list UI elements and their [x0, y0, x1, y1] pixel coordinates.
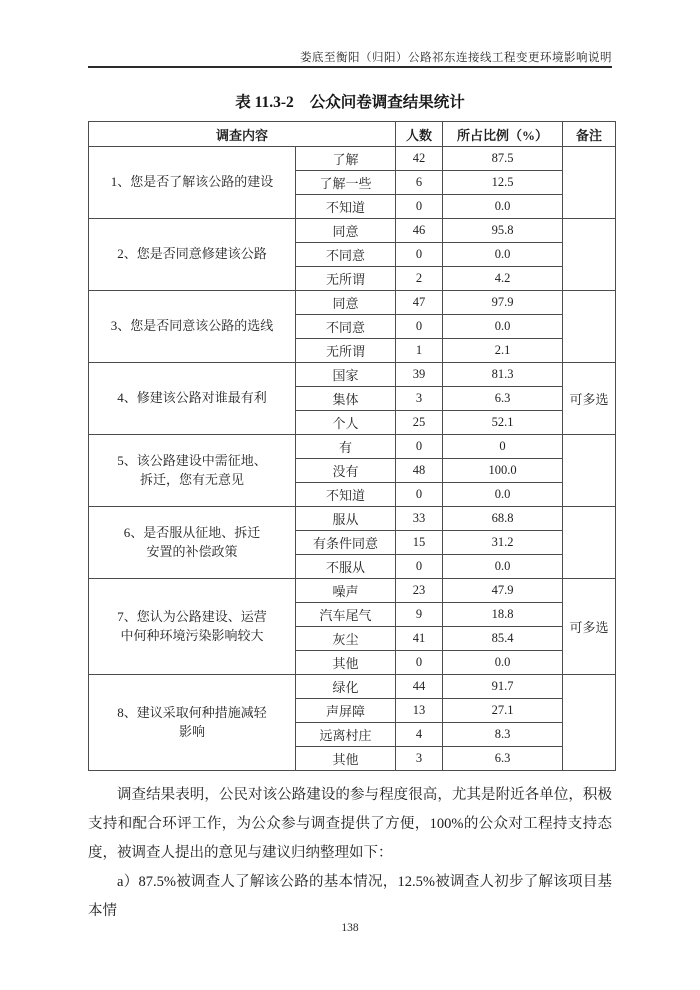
remark-cell [563, 675, 616, 771]
count-cell: 25 [396, 411, 443, 435]
option-cell: 远离村庄 [296, 723, 396, 747]
option-cell: 集体 [296, 387, 396, 411]
count-cell: 3 [396, 387, 443, 411]
percent-cell: 0.0 [443, 483, 563, 507]
option-cell: 同意 [296, 219, 396, 243]
option-cell: 没有 [296, 459, 396, 483]
remark-cell [563, 219, 616, 291]
percent-cell: 6.3 [443, 387, 563, 411]
header-rule [88, 66, 612, 68]
count-cell: 4 [396, 723, 443, 747]
percent-cell: 8.3 [443, 723, 563, 747]
question-cell: 4、修建该公路对谁最有利 [89, 363, 296, 435]
remark-cell: 可多选 [563, 363, 616, 435]
count-cell: 23 [396, 579, 443, 603]
count-cell: 33 [396, 507, 443, 531]
count-cell: 2 [396, 267, 443, 291]
percent-cell: 100.0 [443, 459, 563, 483]
table-row [89, 363, 616, 387]
option-cell: 其他 [296, 651, 396, 675]
percent-cell: 12.5 [443, 171, 563, 195]
remark-cell: 可多选 [563, 579, 616, 675]
count-cell: 0 [396, 315, 443, 339]
table-row [89, 291, 616, 315]
count-cell: 15 [396, 531, 443, 555]
count-cell: 44 [396, 675, 443, 699]
table-row [89, 435, 616, 459]
percent-cell: 68.8 [443, 507, 563, 531]
table-caption [0, 90, 700, 112]
option-cell: 噪声 [296, 579, 396, 603]
table-row [89, 147, 616, 171]
table-row [89, 219, 616, 243]
count-cell: 3 [396, 747, 443, 771]
question-cell: 3、您是否同意该公路的选线 [89, 291, 296, 363]
remark-cell [563, 435, 616, 507]
percent-cell: 2.1 [443, 339, 563, 363]
header-cell-content: 调查内容 [89, 122, 396, 147]
percent-cell: 6.3 [443, 747, 563, 771]
percent-cell: 85.4 [443, 627, 563, 651]
percent-cell: 87.5 [443, 147, 563, 171]
percent-cell: 0.0 [443, 651, 563, 675]
percent-cell: 0.0 [443, 315, 563, 339]
percent-cell: 47.9 [443, 579, 563, 603]
option-cell: 了解 [296, 147, 396, 171]
header-cell-count: 人数 [396, 122, 443, 147]
option-cell: 服从 [296, 507, 396, 531]
count-cell: 0 [396, 195, 443, 219]
remark-cell [563, 291, 616, 363]
option-cell: 了解一些 [296, 171, 396, 195]
option-cell: 灰尘 [296, 627, 396, 651]
percent-cell: 81.3 [443, 363, 563, 387]
option-cell: 其他 [296, 747, 396, 771]
survey-table [88, 121, 616, 771]
question-cell: 7、您认为公路建设、运营 中何种环境污染影响较大 [89, 579, 296, 675]
count-cell: 46 [396, 219, 443, 243]
option-cell: 不知道 [296, 195, 396, 219]
count-cell: 48 [396, 459, 443, 483]
count-cell: 42 [396, 147, 443, 171]
percent-cell: 27.1 [443, 699, 563, 723]
option-cell: 国家 [296, 363, 396, 387]
option-cell: 不服从 [296, 555, 396, 579]
count-cell: 6 [396, 171, 443, 195]
option-cell: 不同意 [296, 315, 396, 339]
result-paragraph: 调查结果表明，公民对该公路建设的参与程度很高，尤其是附近各单位，积极支持和配合环评工作，为公众参与调查提供了方便，100%的公众对工程持支持态度，被调查人提出的意见与建议归纳整理如下： [88, 787, 612, 861]
option-cell: 有 [296, 435, 396, 459]
option-cell: 绿化 [296, 675, 396, 699]
option-cell: 不知道 [296, 483, 396, 507]
result-summary [88, 781, 612, 926]
option-cell: 声屏障 [296, 699, 396, 723]
option-cell: 同意 [296, 291, 396, 315]
caption-number: 表 11.3-2 [235, 94, 294, 111]
percent-cell: 0 [443, 435, 563, 459]
count-cell: 1 [396, 339, 443, 363]
table-row [89, 675, 616, 699]
table-header-row [89, 122, 616, 147]
percent-cell: 0.0 [443, 555, 563, 579]
header-cell-percent: 所占比例（%） [443, 122, 563, 147]
count-cell: 47 [396, 291, 443, 315]
count-cell: 0 [396, 243, 443, 267]
option-cell: 汽车尾气 [296, 603, 396, 627]
count-cell: 13 [396, 699, 443, 723]
count-cell: 0 [396, 483, 443, 507]
question-cell: 5、该公路建设中需征地、 拆迁，您有无意见 [89, 435, 296, 507]
percent-cell: 0.0 [443, 243, 563, 267]
remark-cell [563, 147, 616, 219]
option-cell: 无所谓 [296, 339, 396, 363]
question-cell: 2、您是否同意修建该公路 [89, 219, 296, 291]
count-cell: 9 [396, 603, 443, 627]
option-cell: 个人 [296, 411, 396, 435]
count-cell: 41 [396, 627, 443, 651]
percent-cell: 97.9 [443, 291, 563, 315]
option-cell: 无所谓 [296, 267, 396, 291]
count-cell: 0 [396, 555, 443, 579]
percent-cell: 0.0 [443, 195, 563, 219]
percent-cell: 52.1 [443, 411, 563, 435]
result-paragraph-2: a）87.5%被调查人了解该公路的基本情况，12.5%被调查人初步了解该项目基本情 [88, 874, 612, 919]
running-header: 娄底至衡阳（归阳）公路祁东连接线工程变更环境影响说明 [300, 52, 612, 64]
count-cell: 0 [396, 435, 443, 459]
option-cell: 有条件同意 [296, 531, 396, 555]
count-cell: 39 [396, 363, 443, 387]
question-cell: 8、建议采取何种措施减轻 影响 [89, 675, 296, 771]
page-number: 138 [341, 922, 359, 934]
caption-title: 公众问卷调查结果统计 [309, 94, 465, 111]
percent-cell: 18.8 [443, 603, 563, 627]
option-cell: 不同意 [296, 243, 396, 267]
percent-cell: 4.2 [443, 267, 563, 291]
remark-cell [563, 507, 616, 579]
question-cell: 1、您是否了解该公路的建设 [89, 147, 296, 219]
question-cell: 6、是否服从征地、拆迁 安置的补偿政策 [89, 507, 296, 579]
percent-cell: 91.7 [443, 675, 563, 699]
count-cell: 0 [396, 651, 443, 675]
table-row [89, 507, 616, 531]
percent-cell: 31.2 [443, 531, 563, 555]
header-cell-remark: 备注 [563, 122, 616, 147]
table-row [89, 579, 616, 603]
percent-cell: 95.8 [443, 219, 563, 243]
